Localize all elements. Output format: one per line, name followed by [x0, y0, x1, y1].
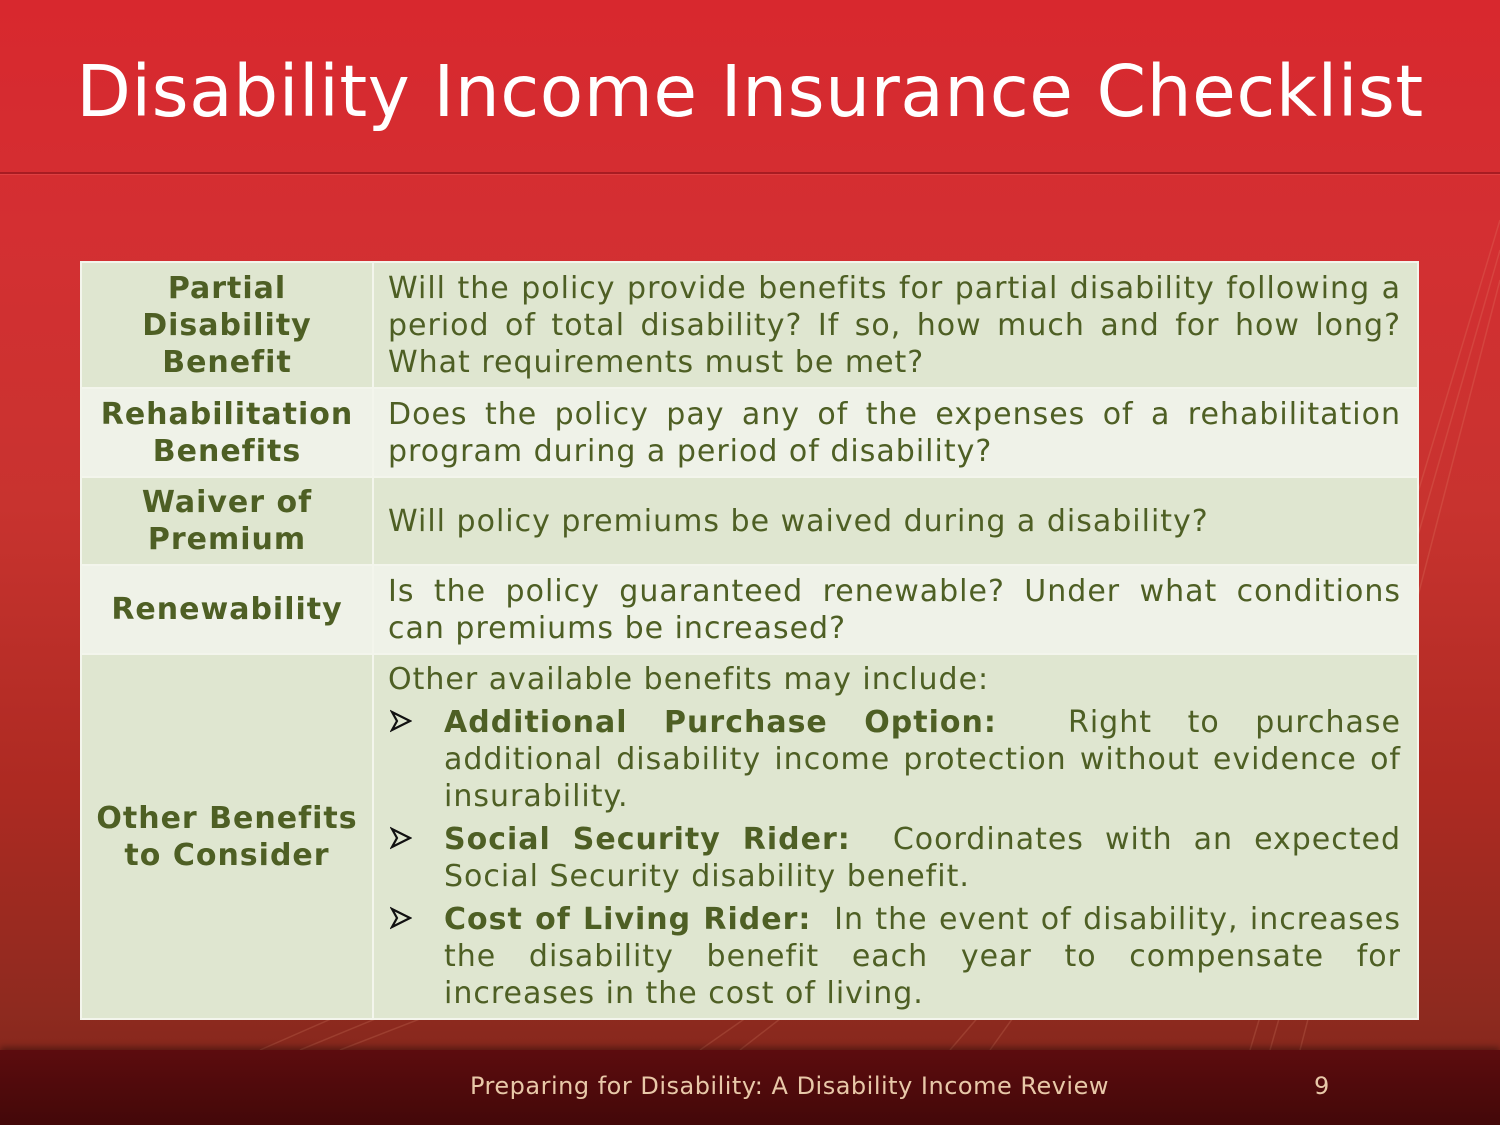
row-label: Partial Disability Benefit [81, 262, 373, 388]
row-label: Renewability [81, 565, 373, 654]
benefits-intro: Other available benefits may include: [388, 662, 990, 697]
list-item [388, 821, 1401, 895]
table-row [81, 388, 1418, 477]
benefit-text: Right to purchase additional disability income protection without evidence of insurability. [444, 705, 1401, 814]
benefit-term: Social Security Rider: [444, 822, 851, 857]
arrowhead-bullet-icon [390, 706, 412, 736]
slide-footer [0, 1050, 1500, 1125]
benefit-text: Coordinates with an expected Social Security disability benefit. [444, 822, 1402, 894]
row-description: Does the policy pay any of the expenses of a rehabilitation program during a period of disability? [373, 388, 1418, 477]
row-label: Waiver of Premium [81, 477, 373, 565]
table-row [81, 565, 1418, 654]
table-row [81, 262, 1418, 388]
footer-text: Preparing for Disability: A Disability Income Review [470, 1072, 1109, 1100]
benefit-term: Cost of Living Rider: [444, 902, 812, 937]
benefits-list [388, 704, 1401, 1012]
list-item [388, 901, 1401, 1012]
title-bar [0, 0, 1500, 174]
slide-title: Disability Income Insurance Checklist [76, 50, 1424, 133]
row-label: Other Benefits to Consider [81, 654, 373, 1019]
table-row [81, 654, 1418, 1019]
benefit-text: In the event of disability, increases the disability benefit each year to compensate for increases in the cost of living. [444, 902, 1402, 1011]
row-description: Will the policy provide benefits for partial disability following a period of total disability? If so, how much and for how long? What requirements must be met? [373, 262, 1418, 388]
row-description: Is the policy guaranteed renewable? Under what conditions can premiums be increased? [373, 565, 1418, 654]
row-description: Will policy premiums be waived during a disability? [373, 477, 1418, 565]
row-description [373, 654, 1418, 1019]
checklist-table [80, 261, 1419, 1020]
row-label: Rehabilitation Benefits [81, 388, 373, 477]
arrowhead-bullet-icon [390, 903, 412, 933]
page-number: 9 [1314, 1072, 1330, 1100]
list-item [388, 704, 1401, 815]
arrowhead-bullet-icon [390, 823, 412, 853]
table-row [81, 477, 1418, 565]
benefit-term: Additional Purchase Option: [444, 705, 997, 740]
